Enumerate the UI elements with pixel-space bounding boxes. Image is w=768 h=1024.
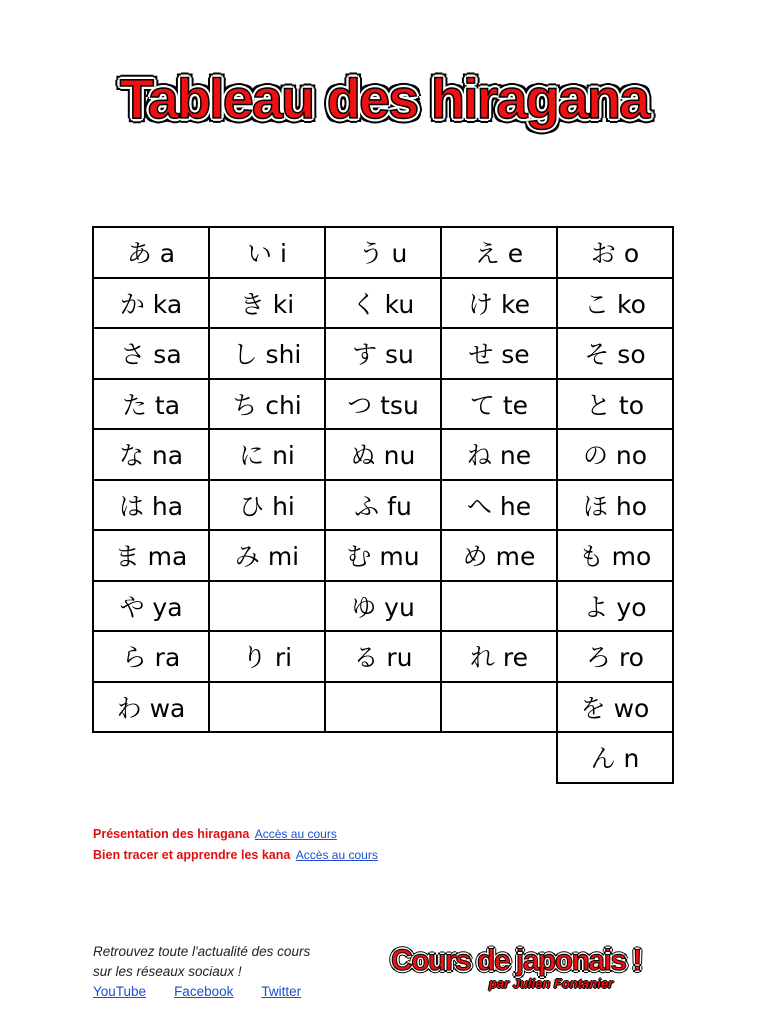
facebook-link[interactable]: Facebook <box>174 984 234 999</box>
brand-logo <box>378 944 654 991</box>
kana-cell: む mu <box>325 530 441 581</box>
kana-cell: を wo <box>557 682 673 733</box>
kana-cell: ね ne <box>441 429 557 480</box>
kana-cell: は ha <box>93 480 209 531</box>
kana-cell: わ wa <box>93 682 209 733</box>
kana-cell: せ se <box>441 328 557 379</box>
kana-cell: か ka <box>93 278 209 329</box>
kana-cell: ひ hi <box>209 480 325 531</box>
kana-cell: き ki <box>209 278 325 329</box>
kana-cell: よ yo <box>557 581 673 632</box>
kana-cell: い i <box>209 227 325 278</box>
kana-cell <box>441 581 557 632</box>
kana-cell: こ ko <box>557 278 673 329</box>
empty-cell <box>209 732 325 783</box>
kana-cell: る ru <box>325 631 441 682</box>
kana-cell: ろ ro <box>557 631 673 682</box>
kana-cell: す su <box>325 328 441 379</box>
kana-cell: も mo <box>557 530 673 581</box>
link-label: Présentation des hiragana <box>93 827 250 841</box>
kana-cell: さ sa <box>93 328 209 379</box>
kana-cell: ま ma <box>93 530 209 581</box>
kana-cell: ゆ yu <box>325 581 441 632</box>
link-label: Bien tracer et apprendre les kana <box>93 848 291 862</box>
empty-cell <box>325 732 441 783</box>
table-row <box>93 581 673 632</box>
kana-cell: え e <box>441 227 557 278</box>
kana-cell <box>209 682 325 733</box>
table-row <box>93 480 673 531</box>
twitter-link[interactable]: Twitter <box>261 984 302 999</box>
table-row <box>93 227 673 278</box>
kana-cell: り ri <box>209 631 325 682</box>
kana-cell: れ re <box>441 631 557 682</box>
kana-cell: と to <box>557 379 673 430</box>
youtube-link[interactable]: YouTube <box>93 984 147 999</box>
kana-cell: し shi <box>209 328 325 379</box>
link-row <box>93 845 378 866</box>
table-row <box>93 530 673 581</box>
social-links <box>93 982 329 1002</box>
kana-cell: そ so <box>557 328 673 379</box>
social-text: sur les réseaux sociaux ! <box>93 964 242 979</box>
kana-cell: ふ fu <box>325 480 441 531</box>
kana-cell: け ke <box>441 278 557 329</box>
kana-cell: て te <box>441 379 557 430</box>
table-row <box>93 328 673 379</box>
table-row <box>93 631 673 682</box>
table-row <box>93 682 673 733</box>
kana-cell <box>441 682 557 733</box>
course-access-link[interactable]: Accès au cours <box>295 848 378 862</box>
kana-cell: の no <box>557 429 673 480</box>
course-access-link[interactable]: Accès au cours <box>254 827 337 841</box>
social-section <box>93 942 329 1002</box>
empty-cell <box>93 732 209 783</box>
table-row <box>93 732 673 783</box>
kana-cell: ぬ nu <box>325 429 441 480</box>
kana-cell: お o <box>557 227 673 278</box>
page-title: Tableau des hiragana <box>119 67 649 130</box>
kana-cell: ら ra <box>93 631 209 682</box>
table-row <box>93 379 673 430</box>
kana-cell: ち chi <box>209 379 325 430</box>
kana-cell: み mi <box>209 530 325 581</box>
kana-cell: へ he <box>441 480 557 531</box>
hiragana-table <box>92 226 674 784</box>
course-links <box>93 824 378 866</box>
kana-cell: く ku <box>325 278 441 329</box>
social-text: Retrouvez toute l'actualité des cours <box>93 944 311 959</box>
link-row <box>93 824 378 845</box>
kana-cell: た ta <box>93 379 209 430</box>
kana-cell <box>209 581 325 632</box>
kana-cell: な na <box>93 429 209 480</box>
table-row <box>93 429 673 480</box>
kana-cell: に ni <box>209 429 325 480</box>
empty-cell <box>441 732 557 783</box>
brand-subtitle: par Julien Fontanier <box>488 976 614 991</box>
table-row <box>93 278 673 329</box>
kana-cell <box>325 682 441 733</box>
kana-cell: あ a <box>93 227 209 278</box>
brand-title: Cours de japonais ! <box>391 944 641 977</box>
kana-cell: つ tsu <box>325 379 441 430</box>
kana-cell: う u <box>325 227 441 278</box>
kana-cell: ほ ho <box>557 480 673 531</box>
kana-cell: や ya <box>93 581 209 632</box>
kana-cell: め me <box>441 530 557 581</box>
kana-cell: ん n <box>557 732 673 783</box>
